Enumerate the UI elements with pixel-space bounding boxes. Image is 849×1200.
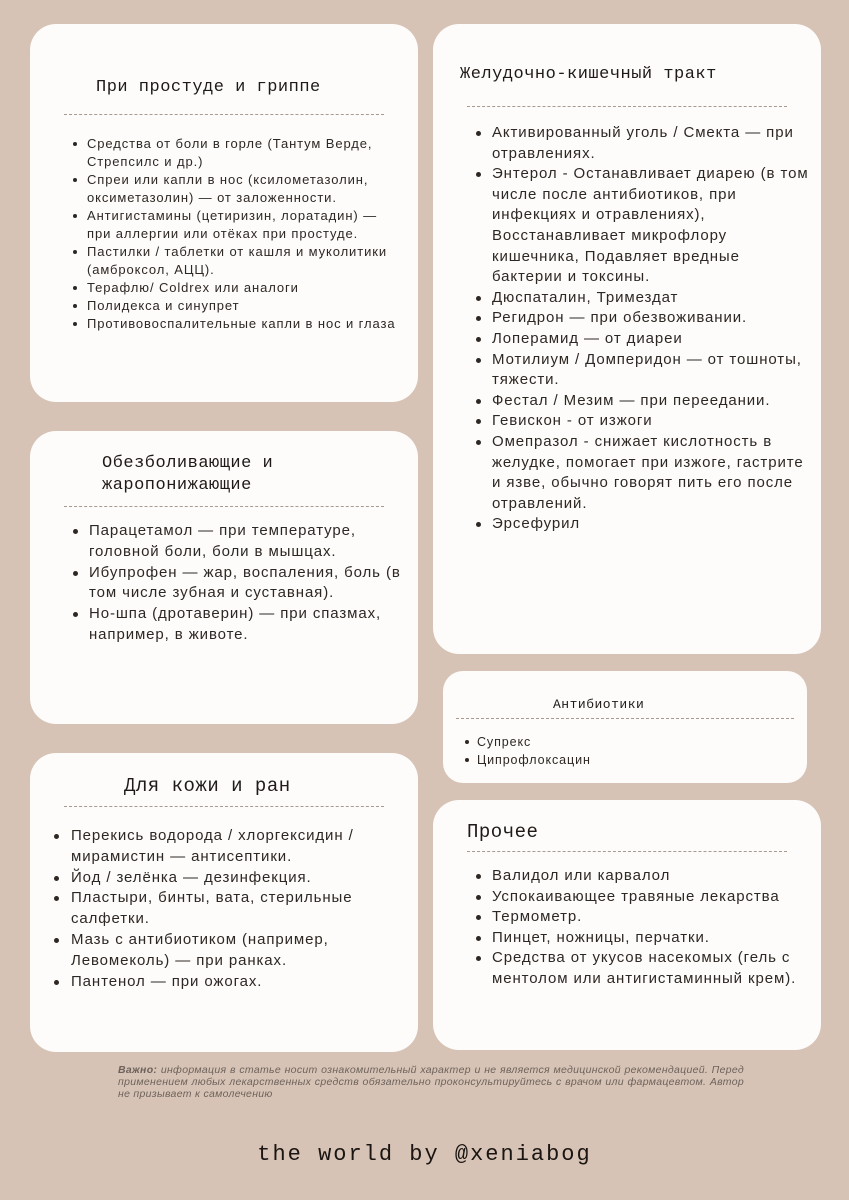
list-item: Мазь с антибиотиком (например, Левомеколь) — при ранках. bbox=[71, 930, 411, 972]
list-item: Но-шпа (дротаверин) — при спазмах, например, в животе. bbox=[89, 604, 407, 646]
card-title: При простуде и гриппе bbox=[96, 78, 321, 97]
list-item: Эрсефурил bbox=[492, 514, 814, 535]
item-list bbox=[477, 733, 797, 769]
list-item: Успокаивающее травяные лекарства bbox=[492, 887, 814, 908]
divider bbox=[467, 851, 787, 852]
list-item: Дюспаталин, Тримездат bbox=[492, 288, 814, 309]
list-item: Регидрон — при обезвоживании. bbox=[492, 308, 814, 329]
list-item: Ибупрофен — жар, воспаления, боль (в том числе зубная и суставная). bbox=[89, 563, 407, 605]
list-item: Пластыри, бинты, вата, стерильные салфетки. bbox=[71, 888, 411, 930]
list-item: Мотилиум / Домперидон — от тошноты, тяжести. bbox=[492, 350, 814, 391]
card-antibiotics bbox=[443, 671, 807, 783]
list-item: Перекись водорода / хлоргексидин / мирамистин — антисептики. bbox=[71, 826, 411, 868]
card-other bbox=[433, 800, 821, 1050]
list-item: Энтерол - Останавливает диарею (в том числе после антибиотиков, при инфекциях и отравлениях), Восстанавливает микрофлору кишечника, Подавляет вредные бактерии и токсины. bbox=[492, 164, 814, 288]
card-title: Для кожи и ран bbox=[124, 775, 291, 797]
item-list bbox=[71, 826, 411, 992]
divider bbox=[64, 506, 384, 507]
list-item: Терафлю/ Coldrex или аналоги bbox=[87, 279, 405, 297]
card-skin-wounds bbox=[30, 753, 418, 1052]
item-list bbox=[87, 135, 405, 333]
list-item: Пастилки / таблетки от кашля и муколитики (амброксол, АЦЦ). bbox=[87, 243, 405, 279]
card-title: Желудочно-кишечный тракт bbox=[460, 65, 717, 84]
divider bbox=[64, 114, 384, 115]
list-item: Омепразол - снижает кислотность в желудке, помогает при изжоге, гастрите и язве, обычно говорят пить его после отравлений. bbox=[492, 432, 814, 514]
list-item: Йод / зелёнка — дезинфекция. bbox=[71, 868, 411, 889]
list-item: Средства от боли в горле (Тантум Верде, Стрепсилс и др.) bbox=[87, 135, 405, 171]
list-item: Фестал / Мезим — при переедании. bbox=[492, 391, 814, 412]
item-list bbox=[89, 521, 407, 646]
list-item: Ципрофлоксацин bbox=[477, 751, 797, 769]
item-list bbox=[492, 123, 814, 535]
list-item: Спреи или капли в нос (ксилометазолин, оксиметазолин) — от заложенности. bbox=[87, 171, 405, 207]
item-list bbox=[492, 866, 814, 990]
list-item: Пинцет, ножницы, перчатки. bbox=[492, 928, 814, 949]
list-item: Гевискон - от изжоги bbox=[492, 411, 814, 432]
list-item: Активированный уголь / Смекта — при отравлениях. bbox=[492, 123, 814, 164]
list-item: Парацетамол — при температуре, головной боли, боли в мышцах. bbox=[89, 521, 407, 563]
list-item: Полидекса и синупрет bbox=[87, 297, 405, 315]
card-title: Прочее bbox=[467, 821, 539, 843]
list-item: Противовоспалительные капли в нос и глаза bbox=[87, 315, 405, 333]
list-item: Валидол или карвалол bbox=[492, 866, 814, 887]
list-item: Средства от укусов насекомых (гель с ментолом или антигистаминный крем). bbox=[492, 948, 814, 989]
disclaimer-text: информация в статье носит ознакомительный характер и не является медицинской рекомендацией. Перед применением любых лекарственных средств обязательно проконсультируйтесь с врачом или фармацевтом. Автор не призывает к самолечению bbox=[118, 1064, 744, 1100]
list-item: Лоперамид — от диареи bbox=[492, 329, 814, 350]
footer-signature: the world by @xeniabog bbox=[257, 1142, 592, 1167]
list-item: Супрекс bbox=[477, 733, 797, 751]
card-gastro bbox=[433, 24, 821, 654]
list-item: Антигистамины (цетиризин, лоратадин) — при аллергии или отёках при простуде. bbox=[87, 207, 405, 243]
disclaimer-label: Важно: bbox=[118, 1064, 158, 1076]
disclaimer bbox=[118, 1064, 744, 1100]
list-item: Термометр. bbox=[492, 907, 814, 928]
divider bbox=[64, 806, 384, 807]
card-cold-flu bbox=[30, 24, 418, 402]
card-pain-relief bbox=[30, 431, 418, 724]
divider bbox=[467, 106, 787, 107]
list-item: Пантенол — при ожогах. bbox=[71, 972, 411, 993]
card-title: Обезболивающие и жаропонижающие bbox=[102, 454, 274, 495]
divider bbox=[456, 718, 794, 719]
card-title: Антибиотики bbox=[553, 697, 645, 712]
